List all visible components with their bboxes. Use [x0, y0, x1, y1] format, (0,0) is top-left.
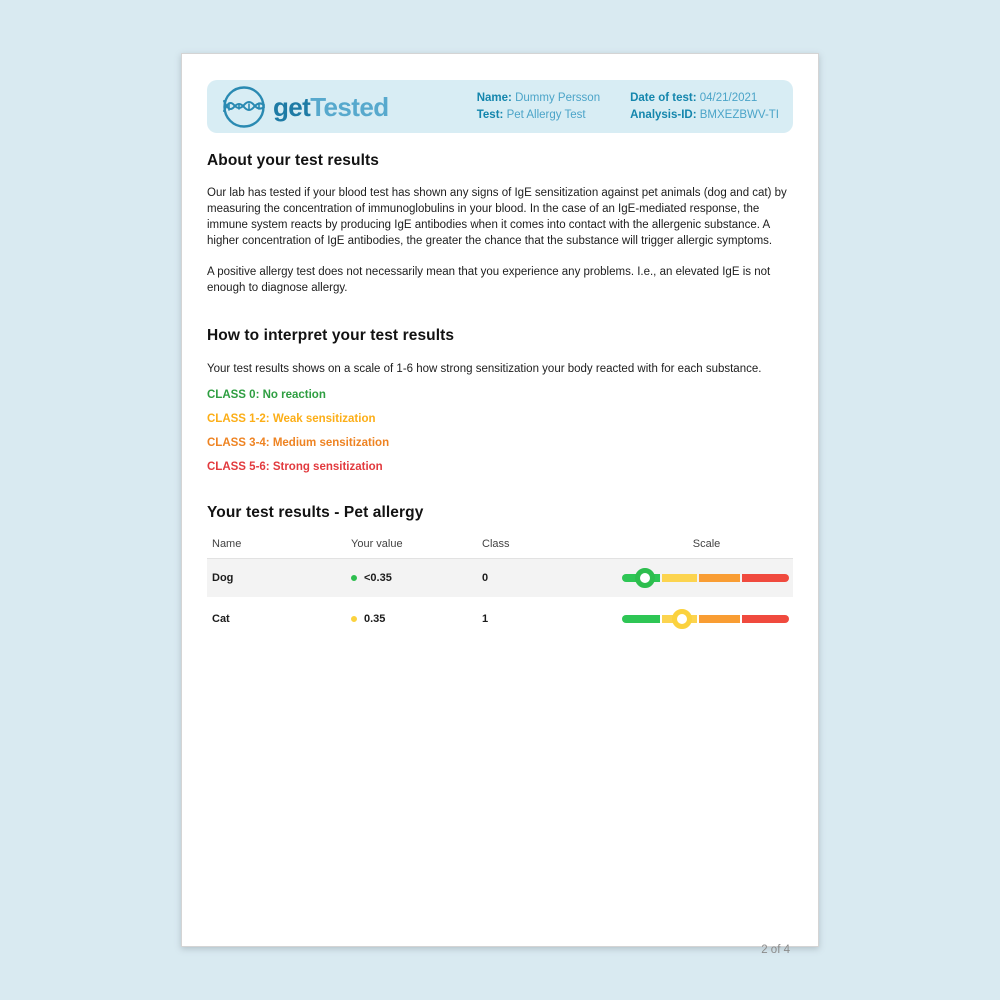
- scale-segment-red: [742, 615, 789, 623]
- patient-name-row: [477, 91, 600, 106]
- about-section-title: About your test results: [207, 152, 379, 169]
- interpret-section-title: How to interpret your test results: [207, 327, 455, 344]
- scale-marker-dot: [672, 609, 692, 629]
- scale-slider: [622, 608, 789, 630]
- date-value: 04/21/2021: [699, 91, 758, 104]
- value-status-icon: [351, 575, 357, 581]
- brand-logo: [221, 84, 388, 130]
- test-type-row: [477, 108, 600, 123]
- table-row-cat: [207, 600, 793, 638]
- results-table: [207, 538, 793, 638]
- brand-wordmark: [273, 91, 389, 122]
- page-indicator: 2 of 4: [761, 944, 790, 956]
- scale-segment-red: [742, 574, 789, 582]
- results-section-title: Your test results - Pet allergy: [207, 504, 424, 521]
- name-label: Name:: [476, 91, 512, 104]
- scale-slider: [622, 567, 789, 589]
- class-value: 0: [482, 572, 489, 584]
- value-status-icon: [351, 616, 357, 622]
- date-label: Date of test:: [630, 91, 697, 104]
- column-header-class: Class: [482, 538, 510, 550]
- dna-logo-icon: [221, 84, 267, 130]
- value-cell: [351, 572, 482, 584]
- scale-segment-yellow: [662, 574, 697, 582]
- class-0-legend: CLASS 0: No reaction: [207, 389, 326, 401]
- allergen-name: Cat: [212, 613, 230, 625]
- analysis-id-value: BMXEZBWV-TI: [699, 108, 779, 121]
- about-paragraph-1: Our lab has tested if your blood test has shown any signs of IgE sensitization against pet animals (dog and cat) by measuring the concentration of immunoglobulins in your blood. In the case of an IgE-mediated response, the immune system reacts by producing IgE antibodies when it comes into contact with the allergenic substance. A higher concentration of IgE antibodies, the greater the chance that the substance will trigger allergic symptoms.: [207, 187, 787, 247]
- scale-segment-green: [622, 615, 660, 623]
- scale-bar: [622, 615, 789, 623]
- column-header-name: Name: [212, 538, 242, 550]
- test-label: Test:: [476, 108, 504, 121]
- brand-get: get: [273, 91, 311, 122]
- report-page: [181, 53, 819, 956]
- about-paragraph-2: A positive allergy test does not necessarily mean that you experience any problems. I.e., an elevated IgE is not enough to diagnose allergy.: [207, 266, 771, 294]
- report-content: [182, 80, 818, 972]
- interpret-intro: Your test results shows on a scale of 1-6 how strong sensitization your body reacted with for each substance.: [207, 363, 762, 375]
- report-header: [207, 80, 793, 133]
- class-3-4-legend: CLASS 3-4: Medium sensitization: [207, 437, 390, 449]
- brand-tested: Tested: [310, 91, 389, 122]
- value-text: 0.35: [364, 613, 386, 625]
- allergen-name: Dog: [212, 572, 234, 584]
- header-fields: [477, 91, 779, 123]
- scale-segment-orange: [699, 574, 739, 582]
- class-value: 1: [482, 613, 489, 625]
- analysis-id-label: Analysis-ID:: [630, 108, 697, 121]
- scale-segment-orange: [699, 615, 739, 623]
- value-cell: [351, 613, 482, 625]
- value-text: <0.35: [364, 572, 392, 584]
- results-table-header: [207, 538, 793, 559]
- column-header-scale: Scale: [692, 538, 721, 550]
- scale-marker-dot: [635, 568, 655, 588]
- class-1-2-legend: CLASS 1-2: Weak sensitization: [207, 413, 376, 425]
- patient-info-column: [477, 91, 600, 123]
- column-header-value: Your value: [351, 538, 403, 550]
- table-row-dog: [207, 559, 793, 597]
- test-date-row: [630, 91, 779, 106]
- test-meta-column: [630, 91, 779, 123]
- name-value: Dummy Persson: [515, 91, 601, 104]
- class-5-6-legend: CLASS 5-6: Strong sensitization: [207, 461, 383, 473]
- test-value: Pet Allergy Test: [506, 108, 586, 121]
- analysis-id-row: [630, 108, 779, 123]
